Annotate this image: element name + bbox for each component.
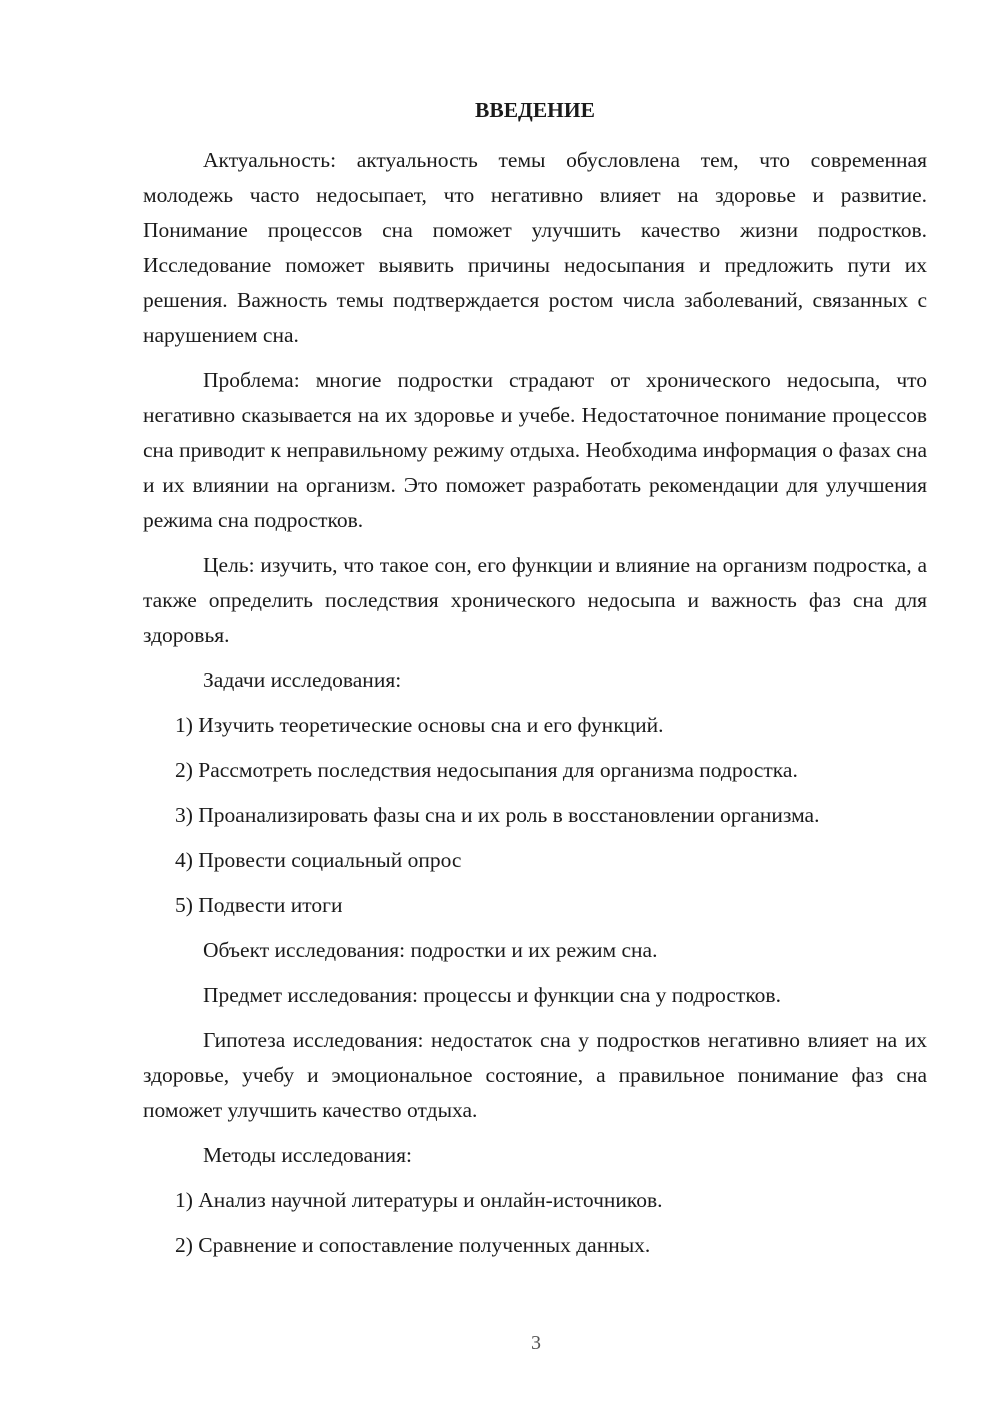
page-number: 3 <box>531 1332 541 1354</box>
section-title: ВВЕДЕНИЕ <box>475 98 595 122</box>
problem-paragraph: Проблема: многие подростки страдают от хронического недосыпа, что негативно сказывается на их здоровье и учебе. Недостаточное понимание процессов сна приводит к неправильному режиму отдыха. Необходима информация о фазах сна и их влиянии на организм. Это поможет разработать рекомендации для улучшения режима сна подростков. <box>143 368 927 532</box>
relevance-paragraph: Актуальность: актуальность темы обусловлена тем, что современная молодежь часто недосыпает, что негативно влияет на здоровье и развитие. Понимание процессов сна поможет улучшить качество жизни подростков. Исследование поможет выявить причины недосыпания и предложить пути их решения. Важность темы подтверждается ростом числа заболеваний, связанных с нарушением сна. <box>143 148 927 347</box>
method-item: 1) Анализ научной литературы и онлайн-источников. <box>175 1188 663 1212</box>
task-item: 3) Проанализировать фазы сна и их роль в восстановлении организма. <box>175 803 820 827</box>
methods-heading: Методы исследования: <box>203 1143 412 1167</box>
task-item: 4) Провести социальный опрос <box>175 848 462 872</box>
document-page <box>143 93 927 1273</box>
task-item: 2) Рассмотреть последствия недосыпания для организма подростка. <box>175 758 798 782</box>
hypothesis-paragraph: Гипотеза исследования: недостаток сна у подростков негативно влияет на их здоровье, учебу и эмоциональное состояние, а правильное понимание фаз сна поможет улучшить качество отдыха. <box>143 1028 927 1122</box>
tasks-heading: Задачи исследования: <box>203 668 402 692</box>
task-item: 1) Изучить теоретические основы сна и его функций. <box>175 713 664 737</box>
goal-paragraph: Цель: изучить, что такое сон, его функции и влияние на организм подростка, а также определить последствия хронического недосыпа и важность фаз сна для здоровья. <box>143 553 927 647</box>
subject-paragraph: Предмет исследования: процессы и функции сна у подростков. <box>203 983 781 1007</box>
task-item: 5) Подвести итоги <box>175 893 343 917</box>
method-item: 2) Сравнение и сопоставление полученных данных. <box>175 1233 651 1257</box>
object-paragraph: Объект исследования: подростки и их режим сна. <box>203 938 658 962</box>
